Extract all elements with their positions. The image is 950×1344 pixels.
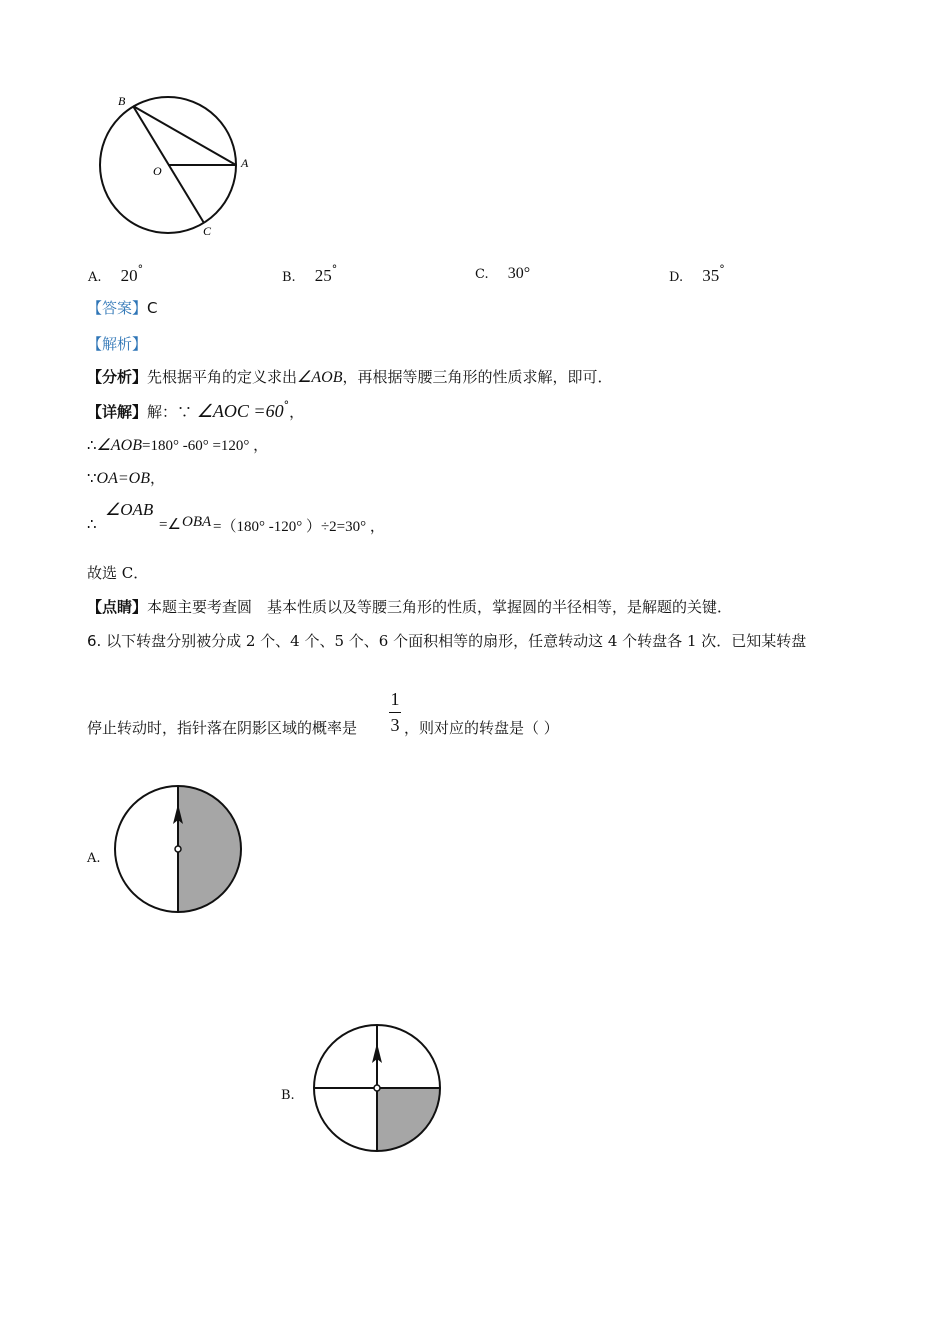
step-3-symbol: ∵ [87,469,97,487]
spinner-a-pivot [175,846,181,852]
point-label-o: O [153,164,162,178]
option-a-degree: ° [137,263,144,276]
spinner-b [311,1023,443,1153]
xiangjie-line [87,399,304,422]
option-d [669,263,725,286]
step-3-rest: ， [150,469,166,487]
point-label-a: A [241,156,249,170]
step-4-angle-oab: ∠OAB [105,500,154,519]
step-2-rest: =180° -60° =120° ， [142,438,269,454]
option-b [282,263,337,286]
fraction-numerator: 1 [390,689,400,709]
spinner-b-pivot [374,1085,380,1091]
fenxi-line [87,366,613,387]
question-6-number: 6. [87,632,102,650]
option-c [475,263,530,283]
step-4-angle-oba: OBA [182,514,212,530]
step-4-symbol: ∴ [87,515,97,533]
question-6-text-2-pre: 停止转动时，指针落在阴影区域的概率是 [87,719,358,737]
answer-value: C [147,299,158,317]
option-b-degree: ° [331,263,338,276]
dianjing-line [87,596,732,617]
spinner-a-label: A. [87,851,101,866]
option-d-label: D. [669,270,684,285]
answer-line [87,297,158,318]
probability-fraction [388,689,402,736]
step-4-eq-angle: =∠ [159,517,181,533]
chord-ba [133,106,236,165]
option-b-value: 25 [314,266,332,285]
fraction-bar [389,712,401,713]
step-2 [87,434,268,455]
option-a [88,263,143,286]
circle-geometry-figure [90,88,260,240]
step-2-symbol: ∴ [87,436,97,454]
spinner-b-label: B. [281,1088,295,1103]
point-label-c: C [203,224,212,238]
question-6-line-2 [87,717,357,738]
option-b-label: B. [282,270,296,285]
spinner-a [112,784,244,914]
fenxi-text-1: 先根据平角的定义求出 [147,368,298,386]
conclusion: 故选 C． [87,564,149,582]
fenxi-text-2: ，再根据等腰三角形的性质求解，即可． [342,368,613,386]
option-c-value: 30° [507,265,531,282]
question-6-line-1 [87,630,806,651]
step-2-expr: ∠AOB [96,437,142,454]
point-label-b: B [118,94,126,108]
fraction-denominator: 3 [390,715,400,735]
option-d-value: 35 [702,266,720,285]
step-3 [87,467,165,488]
answer-tag: 【答案】 [87,299,148,317]
xiangjie-text: 解：∵ [147,403,197,421]
option-c-label: C. [475,267,489,282]
step-3-expr: OA=OB [96,470,150,487]
xiangjie-degree: ° [283,399,290,412]
question-6-text-1: 以下转盘分别被分成 2 个、4 个、5 个、6 个面积相等的扇形，任意转动这 4 个转盘各 1 次．已知某转盘 [101,632,807,650]
xiangjie-expr: ∠AOC =60 [196,401,284,421]
dianjing-text: 本题主要考查圆 基本性质以及等腰三角形的性质，掌握圆的半径相等，是解题的关键． [147,598,733,616]
option-a-value: 20 [120,266,138,285]
dianjing-tag: 【点睛】 [87,598,148,616]
question-6-line-2-post: ，则对应的转盘是（ ） [404,719,559,737]
fenxi-angle: ∠AOB [297,369,343,386]
option-a-label: A. [88,270,102,285]
xiangjie-tail: ， [289,403,305,421]
analysis-tag: 【解析】 [87,335,148,353]
xiangjie-tag: 【详解】 [87,403,148,421]
fenxi-tag: 【分析】 [87,368,148,386]
spinner-a-shaded-half [178,786,241,912]
option-d-degree: ° [719,263,725,276]
step-4-rest: =（180° -120° ）÷2=30° ， [213,519,385,535]
